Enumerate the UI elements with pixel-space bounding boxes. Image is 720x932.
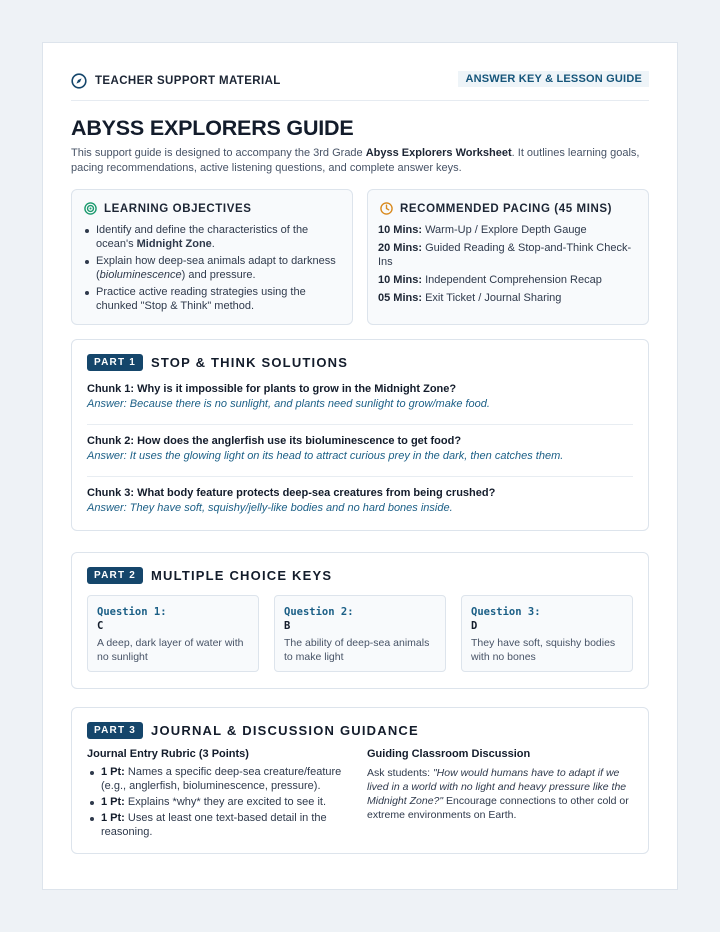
part3-section (71, 707, 649, 854)
compass-icon (71, 73, 87, 89)
list-item: Identify and define the characteristics of the ocean's Midnight Zone. (82, 223, 344, 251)
part3-badge: PART 3 (87, 722, 143, 739)
header-left-label: TEACHER SUPPORT MATERIAL (95, 75, 281, 87)
list-item: Practice active reading strategies using the chunked "Stop & Think" method. (82, 285, 344, 313)
discussion-column (367, 747, 635, 822)
divider (87, 476, 633, 477)
part1-badge: PART 1 (87, 354, 143, 371)
list-item: 1 Pt: Names a specific deep-sea creature/feature (e.g., anglerfish, bioluminescence, pressure). (87, 765, 349, 793)
pacing-row: 20 Mins: Guided Reading & Stop-and-Think Check-Ins (378, 242, 632, 268)
list-item: 1 Pt: Explains *why* they are excited to see it. (87, 795, 349, 809)
discussion-text: Ask students: "How would humans have to adapt if we lived in a world with no light and heavy pressure like the Midnight Zone?" Encourage connections to other cold or extreme environments on Earth. (367, 767, 629, 821)
worksheet-page (42, 42, 678, 890)
learning-objectives-card (71, 189, 353, 325)
rubric-title: Journal Entry Rubric (3 Points) (87, 748, 249, 760)
pacing-list (378, 223, 640, 305)
intro-text: This support guide is designed to accompany the 3rd Grade Abyss Explorers Worksheet. It outlines learning goals, pacing recommendations, active listening questions, and complete answer keys. (71, 147, 640, 174)
pacing-title: RECOMMENDED PACING (45 MINS) (400, 202, 613, 215)
page-header (71, 71, 649, 101)
chunk-3: Chunk 3: What body feature protects deep-sea creatures from being crushed? Answer: They have soft, squishy/jelly-like bodies and no hard bones inside. (87, 487, 496, 514)
chunk-1: Chunk 1: Why is it impossible for plants to grow in the Midnight Zone? Answer: Because there is no sunlight, and plants need sunlight to grow/make food. (87, 383, 490, 410)
pacing-row: 10 Mins: Warm-Up / Explore Depth Gauge (378, 224, 587, 236)
pacing-row: 05 Mins: Exit Ticket / Journal Sharing (378, 292, 562, 304)
objectives-list (82, 223, 344, 313)
pacing-row: 10 Mins: Independent Comprehension Recap (378, 274, 602, 286)
part3-title: JOURNAL & DISCUSSION GUIDANCE (151, 723, 419, 738)
target-icon (84, 202, 97, 215)
mc-card-1: Question 1: C A deep, dark layer of water with no sunlight (87, 595, 259, 672)
mc-card-3: Question 3: D They have soft, squishy bodies with no bones (461, 595, 633, 672)
clock-icon (380, 202, 393, 215)
mc-card-2: Question 2: B The ability of deep-sea animals to make light (274, 595, 446, 672)
part2-title: MULTIPLE CHOICE KEYS (151, 568, 333, 583)
header-right-badge: ANSWER KEY & LESSON GUIDE (458, 71, 649, 87)
part1-title: STOP & THINK SOLUTIONS (151, 355, 349, 370)
pacing-card (367, 189, 649, 325)
part2-badge: PART 2 (87, 567, 143, 584)
part2-section (71, 552, 649, 689)
discussion-title: Guiding Classroom Discussion (367, 748, 531, 760)
page-title: ABYSS EXPLORERS GUIDE (71, 116, 354, 140)
list-item: Explain how deep-sea animals adapt to darkness (bioluminescence) and pressure. (82, 254, 344, 282)
chunk-2: Chunk 2: How does the anglerfish use its bioluminescence to get food? Answer: It uses the glowing light on its head to attract curious prey in the dark, then catches them. (87, 435, 564, 462)
part1-section (71, 339, 649, 531)
list-item: 1 Pt: Uses at least one text-based detail in the reasoning. (87, 811, 349, 839)
divider (87, 424, 633, 425)
objectives-title: LEARNING OBJECTIVES (104, 202, 252, 215)
rubric-column (87, 747, 349, 839)
rubric-list (87, 765, 349, 839)
